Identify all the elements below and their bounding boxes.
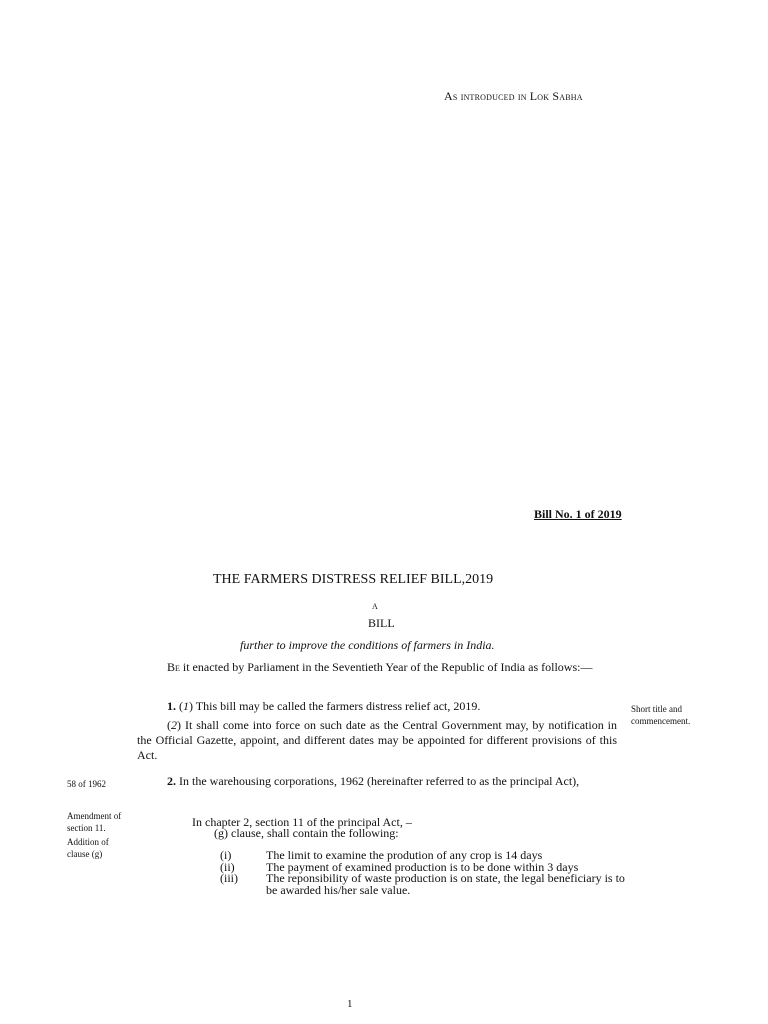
bill-purpose: further to improve the conditions of farmers in India.: [240, 638, 495, 652]
margin-add-line1: Addition of: [67, 837, 109, 847]
clause-1-2: [137, 718, 617, 763]
clause-1-sub: 1: [183, 699, 189, 713]
margin-short-title-line2: commencement.: [631, 716, 691, 726]
introduced-prefix: As introduced in: [444, 89, 527, 103]
clause-1-2-paren-open: (: [167, 718, 171, 732]
margin-note-act-ref: 58 of 1962: [67, 779, 106, 789]
bill-number: Bill No. 1 of 2019: [534, 507, 622, 521]
enacting-be: Be: [167, 660, 180, 674]
clause-2-text: In the warehousing corporations, 1962 (hereinafter referred to as the principal Act),: [176, 774, 580, 788]
item-number: (ii): [220, 859, 235, 874]
article-a: A: [372, 602, 378, 611]
clause-items-list: [220, 850, 626, 896]
clause-2: [137, 774, 617, 789]
chapter-line: In chapter 2, section 11 of the principal Act, –: [192, 815, 412, 829]
margin-note-addition: [67, 836, 109, 860]
list-item: [220, 873, 626, 896]
margin-note-amendment: [67, 810, 121, 834]
g-clause-line: (g) clause, shall contain the following:: [214, 826, 399, 840]
page-number: 1: [347, 998, 353, 1010]
item-number: (i): [220, 848, 232, 862]
introduced-in-header: [444, 89, 583, 104]
enacting-formula: [137, 660, 617, 675]
clause-1-2-sub: 2: [171, 718, 177, 732]
margin-amend-line2: section 11.: [67, 823, 106, 833]
item-text: The payment of examined production is to be done within 3 days: [266, 859, 579, 874]
clause-1-number: 1.: [167, 699, 176, 713]
bill-word: BILL: [368, 616, 395, 630]
item-number: (iii): [220, 871, 238, 885]
margin-amend-line1: Amendment of: [67, 811, 122, 821]
introduced-house: Lok Sabha: [529, 89, 583, 103]
margin-note-short-title: [631, 703, 690, 727]
clause-1: [137, 699, 617, 714]
clause-1-2-text: It shall come into force on such date as the Central Government may, by notification in the Official Gazette, appoint, and different dates may be appointed for different provisions of this Act.: [137, 718, 617, 762]
item-text: The limit to examine the prodution of any crop is 14 days: [266, 848, 543, 862]
margin-add-line2: clause (g): [67, 849, 103, 859]
clause-1-2-paren-close: ): [177, 718, 181, 732]
clause-1-paren-open: (: [176, 699, 183, 713]
enacting-text: it enacted by Parliament in the Seventieth Year of the Republic of India as follows:—: [179, 660, 593, 674]
bill-title: THE FARMERS DISTRESS RELIEF BILL,2019: [213, 572, 494, 587]
clause-1-paren-close: ): [189, 699, 193, 713]
clause-2-number: 2.: [167, 774, 176, 788]
margin-short-title-line1: Short title and: [631, 704, 682, 714]
clause-1-text: This bill may be called the farmers distress relief act, 2019.: [193, 699, 481, 713]
item-text: The reponsibility of waste production is on state, the legal beneficiary is to be awarded his/her sale value.: [266, 871, 625, 897]
